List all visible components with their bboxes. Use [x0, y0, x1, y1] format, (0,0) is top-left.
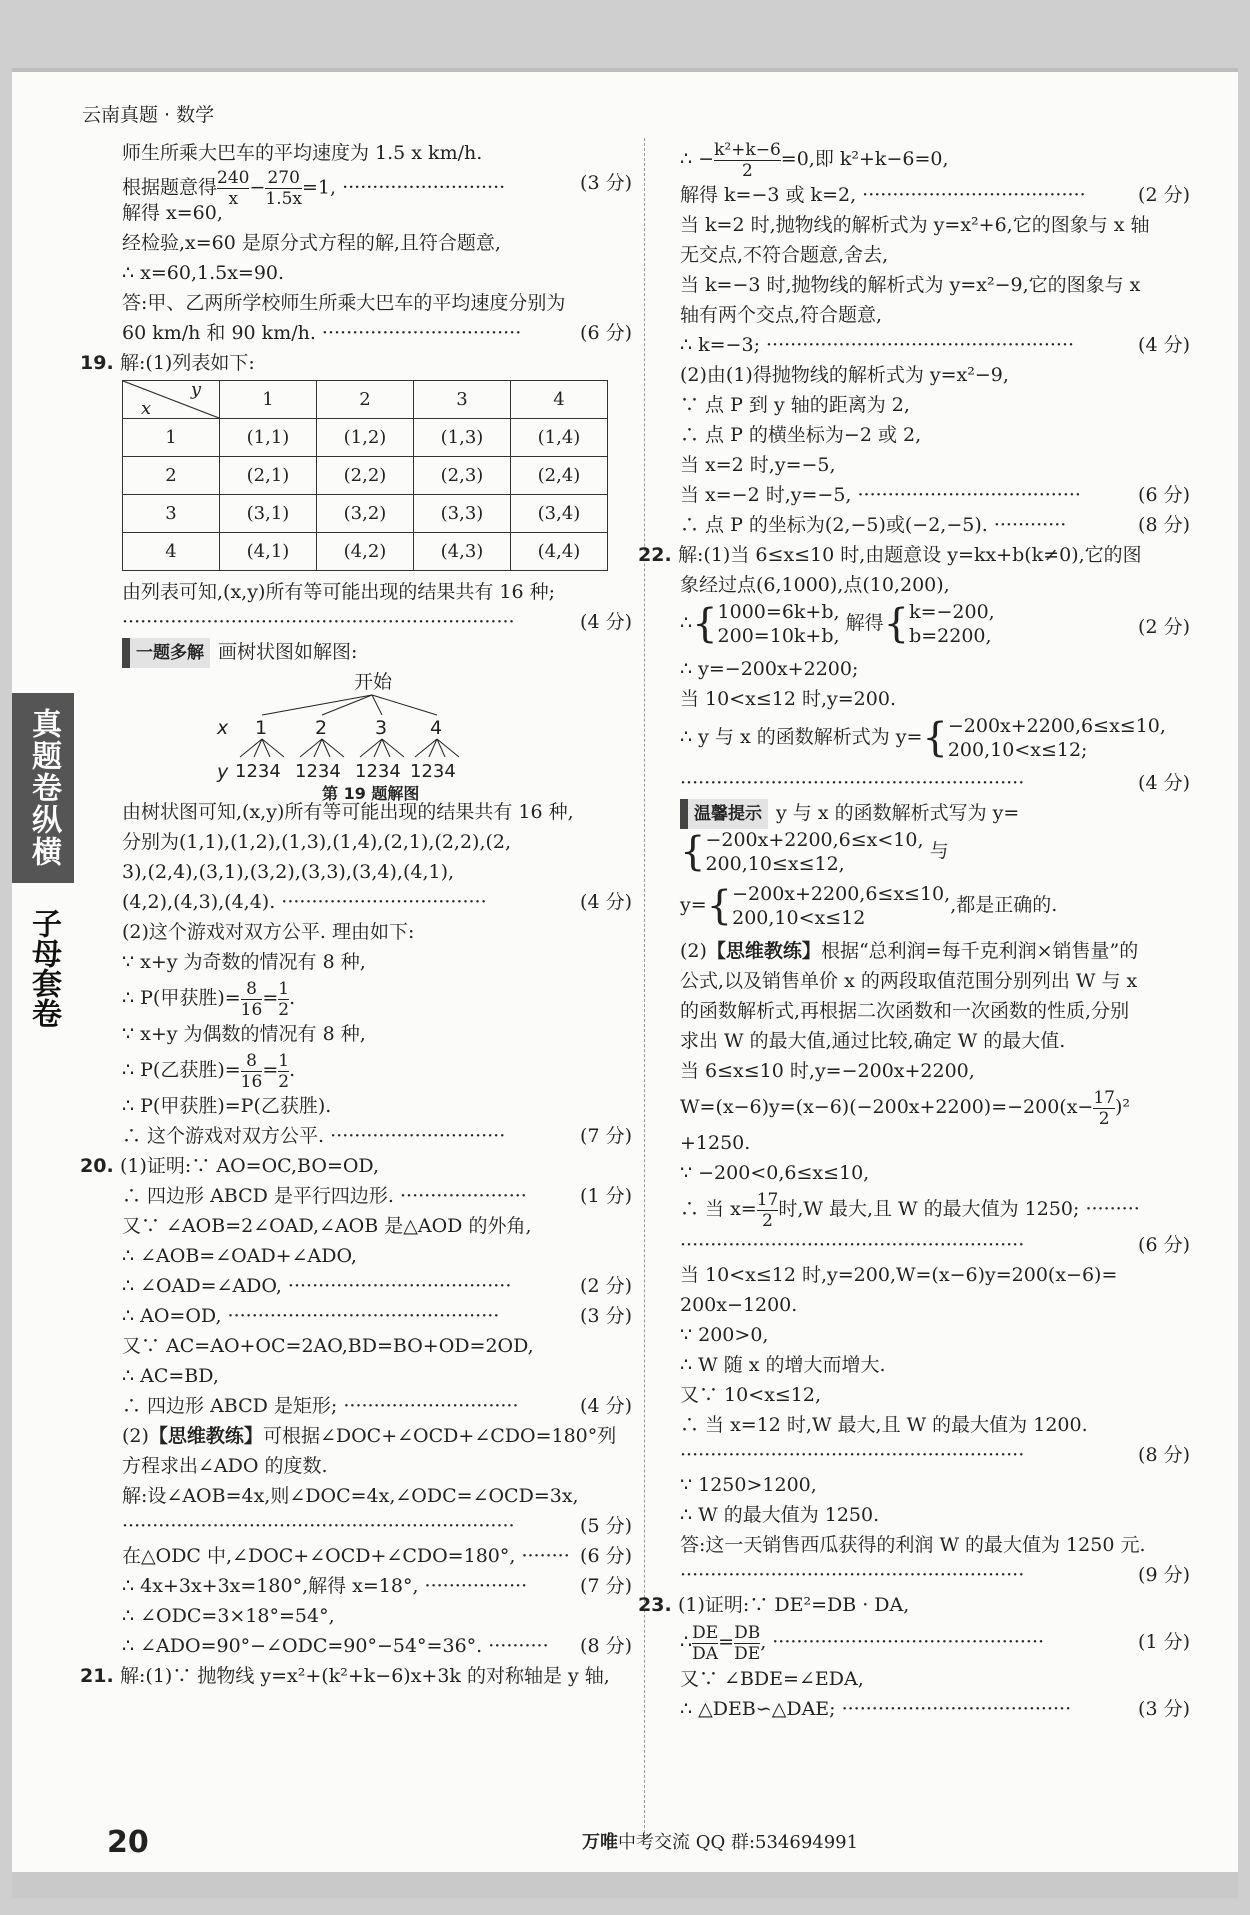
coach-tag: 【思维教练】: [706, 940, 821, 962]
text-line: ························································· (8 分): [680, 1440, 1190, 1470]
score: (8 分): [1138, 514, 1190, 536]
text-line: ∴ P(甲获胜)=P(乙获胜).: [122, 1095, 332, 1117]
score: (4 分): [1138, 772, 1190, 794]
diagonal-line: [123, 381, 219, 418]
text-line: 由树状图可知,(x,y)所有等可能出现的结果共有 16 种,: [122, 801, 574, 823]
tree-x-label: x: [217, 717, 229, 739]
outcome-table: [122, 380, 608, 571]
text-line: ∴ AO=OD, ············································· (3 分): [122, 1301, 632, 1331]
tip-line: 温馨提示 y 与 x 的函数解析式写为 y=: [680, 798, 1190, 828]
text-line: 当 k=2 时,抛物线的解析式为 y=x²+6,它的图象与 x 轴: [680, 214, 1150, 236]
table-row: 4 (4,1) (4,2) (4,3) (4,4): [123, 533, 608, 571]
tree-y-label: y: [217, 761, 229, 783]
text-line: ∵ x+y 为奇数的情况有 8 种,: [122, 951, 366, 973]
text-line: ∵ 点 P 到 y 轴的距离为 2,: [680, 394, 910, 416]
page: [12, 68, 1238, 1898]
text-line: ∴ k=−3; ··················································· (4 分): [680, 330, 1190, 360]
equation-line: ∴ P(甲获胜)= $\frac{8}{16}$ = $\frac{1}{2}$ .: [122, 978, 296, 1020]
equation-line: ∴ − $\frac{\text{k²+k−6}}{2}$ =0,即 k²+k−6=0,: [680, 139, 949, 181]
text-line: 又∵ AC=AO+OC=2AO,BD=BO+OD=2OD,: [122, 1335, 534, 1357]
page-number: 20: [107, 1825, 149, 1860]
score: (9 分): [1138, 1564, 1190, 1586]
piecewise-function: ∴ y 与 x 的函数解析式为 y={−200x+2200,6≤x≤10, 200,10<x≤12;: [680, 715, 1166, 761]
text-line: 师生所乘大巴车的平均速度为 1.5 x km/h.: [122, 142, 483, 164]
text-line: 求出 W 的最大值,通过比较,确定 W 的最大值.: [680, 1030, 1066, 1052]
alt-solution: 一题多解 画树状图如解图:: [122, 637, 632, 667]
coach-tag: 【思维教练】: [148, 1425, 263, 1447]
text-line: ∵ x+y 为偶数的情况有 8 种,: [122, 1023, 366, 1045]
tree-node: 1: [255, 717, 268, 739]
score: (4 分): [1138, 334, 1190, 356]
fraction: $\frac{240}{x}$: [217, 168, 250, 209]
text-line: 200x−1200.: [680, 1294, 798, 1316]
text-line: ································································· (4 分): [122, 607, 632, 637]
text-line: ∴ 四边形 ABCD 是矩形; ····························· (4 分): [122, 1391, 632, 1421]
top-bar: [12, 68, 1238, 72]
score: (3 分): [580, 172, 632, 194]
table-header: 1: [220, 381, 317, 419]
text-line: ∴ y=−200x+2200;: [680, 658, 859, 680]
score: (6 分): [1138, 484, 1190, 506]
y-label: y: [190, 379, 201, 400]
fraction: $\frac{270}{1.5x}$: [265, 168, 303, 209]
text-line: ································································· (5 分): [122, 1511, 632, 1541]
equation-system: ∴{1000=6k+b, 200=10k+b, 解得{k=−200, b=2200, (2 分): [680, 601, 1190, 647]
text: =1, ···························: [302, 176, 506, 199]
side-tab-series: 真题卷纵横: [12, 693, 74, 883]
tree-leaf: 1234: [410, 761, 456, 782]
text-line: ∴ x=60,1.5x=90.: [122, 262, 285, 284]
score: (8 分): [580, 1635, 632, 1657]
score: (4 分): [580, 611, 632, 633]
text-line: ∵ 200>0,: [680, 1324, 769, 1346]
text-line: (2)这个游戏对双方公平. 理由如下:: [122, 921, 415, 943]
tree-node: 4: [430, 717, 443, 739]
text-line: 方程求出∠ADO 的度数.: [122, 1455, 328, 1477]
question-22: 22. 解:(1)当 6≤x≤10 时,由题意设 y=kx+b(k≠0),它的图: [680, 540, 1190, 570]
text-line: 60 km/h 和 90 km/h. ································· (6 分): [122, 318, 632, 348]
score: (2 分): [1138, 184, 1190, 206]
table-corner: [123, 381, 220, 419]
page-header: 云南真题 · 数学: [82, 104, 215, 126]
footer: 万唯中考交流 QQ 群:534694991: [582, 1832, 859, 1853]
equation-line: ∴ P(乙获胜)= $\frac{8}{16}$ = $\frac{1}{2}$ .: [122, 1050, 296, 1092]
equation-line: ∴ $\frac{DE}{DA}$ = $\frac{DB}{DE}$ , ············································· (1 分): [680, 1620, 1190, 1664]
brand-logo: 万唯: [582, 1832, 618, 1853]
score: (1 分): [1138, 1631, 1190, 1653]
text-line: (2)【思维教练】可根据∠DOC+∠OCD+∠CDO=180°列: [122, 1425, 617, 1447]
equation-line: W=(x−6)y=(x−6)(−200x+2200)=−200(x− $\frac{17}{2}$ )²: [680, 1087, 1131, 1129]
text-line: ∴ 这个游戏对双方公平. ····························· (7 分): [122, 1121, 632, 1151]
question-number: 19.: [80, 352, 114, 374]
column-divider: [644, 138, 645, 1838]
piecewise-function: {−200x+2200,6≤x<10, 200,10≤x≤12, 与: [680, 829, 949, 875]
side-tab-set: 子母套卷: [26, 908, 61, 1028]
tag-label: 一题多解: [122, 638, 210, 668]
text-line: 当 x=2 时,y=−5,: [680, 454, 836, 476]
text-line: 当 x=−2 时,y=−5, ····································· (6 分): [680, 480, 1190, 510]
text-line: 解得 x=60,: [122, 202, 223, 224]
text-line: 答:甲、乙两所学校师生所乘大巴车的平均速度分别为: [122, 292, 566, 314]
text-line: ························································· (9 分): [680, 1560, 1190, 1590]
text-line: 经检验,x=60 是原分式方程的解,且符合题意,: [122, 232, 501, 254]
tree-leaf: 1234: [355, 761, 401, 782]
question-number: 21.: [80, 1665, 114, 1687]
text-line: 当 6≤x≤10 时,y=−200x+2200,: [680, 1060, 975, 1082]
question-number: 22.: [638, 544, 672, 566]
score: (3 分): [580, 1305, 632, 1327]
text-line: ························································· (4 分): [680, 768, 1190, 798]
question-23: 23. (1)证明:∵ DE²=DB · DA,: [680, 1590, 1190, 1620]
text-line: ∴ W 的最大值为 1250.: [680, 1504, 880, 1526]
tree-caption: 第 19 题解图: [322, 784, 420, 803]
text-line: 又∵ ∠BDE=∠EDA,: [680, 1668, 864, 1690]
tree-leaf: 1234: [295, 761, 341, 782]
text-line: ∴ 4x+3x+3x=180°,解得 x=18°, ················· (7 分): [122, 1571, 632, 1601]
right-column: [638, 138, 1190, 1724]
question-19: 19. 解:(1)列表如下:: [122, 348, 632, 378]
text-line: 解得 k=−3 或 k=2, ····································· (2 分): [680, 180, 1190, 210]
text-line: ∴ ∠OAD=∠ADO, ····································· (2 分): [122, 1271, 632, 1301]
left-column: [80, 138, 632, 1691]
score: (7 分): [580, 1125, 632, 1147]
score: (4 分): [580, 891, 632, 913]
text-line: (2)由(1)得抛物线的解析式为 y=x²−9,: [680, 364, 1009, 386]
table-row: 2 (2,1) (2,2) (2,3) (2,4): [123, 457, 608, 495]
score: (6 分): [580, 322, 632, 344]
text-line: 当 k=−3 时,抛物线的解析式为 y=x²−9,它的图象与 x: [680, 274, 1141, 296]
table-row: 1 (1,1) (1,2) (1,3) (1,4): [123, 419, 608, 457]
text-line: ∴ AC=BD,: [122, 1365, 219, 1387]
text-line: ∴ 当 x=12 时,W 最大,且 W 的最大值为 1200.: [680, 1414, 1088, 1436]
table-row: 3 (3,1) (3,2) (3,3) (3,4): [123, 495, 608, 533]
text-line: ∴ 点 P 的坐标为(2,−5)或(−2,−5). ············ (8 分): [680, 510, 1190, 540]
tree-node: 2: [315, 717, 328, 739]
score: (2 分): [580, 1275, 632, 1297]
question-20: 20. (1)证明:∵ AO=OC,BO=OD,: [122, 1151, 632, 1181]
question-number: 20.: [80, 1155, 114, 1177]
score: (1 分): [580, 1185, 632, 1207]
score: (6 分): [1138, 1234, 1190, 1256]
text-line: ∴ 点 P 的横坐标为−2 或 2,: [680, 424, 922, 446]
score: (7 分): [580, 1575, 632, 1597]
question-number: 23.: [638, 1594, 672, 1616]
text-line: (2)【思维教练】根据“总利润=每千克利润×销售量”的: [680, 940, 1139, 962]
tree-diagram: [122, 667, 632, 803]
text-line: 在△ODC 中,∠DOC+∠OCD+∠CDO=180°, ········ (6 分): [122, 1541, 632, 1571]
score: (6 分): [580, 1545, 632, 1567]
text-line: +1250.: [680, 1132, 751, 1154]
text-line: 的函数解析式,再根据二次函数和一次函数的性质,分别: [680, 1000, 1130, 1022]
text-line: 象经过点(6,1000),点(10,200),: [680, 574, 950, 596]
piecewise-function: y={−200x+2200,6≤x≤10, 200,10<x≤12,都是正确的.: [680, 883, 1058, 929]
text-line: 轴有两个交点,符合题意,: [680, 304, 883, 326]
score: (2 分): [1138, 616, 1190, 638]
text-line: ∴ ∠ODC=3×18°=54°,: [122, 1605, 335, 1627]
score: (4 分): [580, 1395, 632, 1417]
table-header: 4: [511, 381, 608, 419]
text-line: ∵ 1250>1200,: [680, 1474, 817, 1496]
text-line: ∵ −200<0,6≤x≤10,: [680, 1162, 870, 1184]
question-21: 21. 解:(1)∵ 抛物线 y=x²+(k²+k−6)x+3k 的对称轴是 y 轴,: [122, 1661, 632, 1691]
equation-line: ∴ 当 x= $\frac{17}{2}$ 时,W 最大,且 W 的最大值为 1250; ·········: [680, 1189, 1140, 1231]
x-label: x: [141, 398, 152, 419]
tree-leaf: 1234: [235, 761, 281, 782]
text-line: 又∵ 10<x≤12,: [680, 1384, 821, 1406]
text-line: 解:设∠AOB=4x,则∠DOC=4x,∠ODC=∠OCD=3x,: [122, 1485, 579, 1507]
text-line: ∴ W 随 x 的增大而增大.: [680, 1354, 886, 1376]
text-line: ························································· (6 分): [680, 1230, 1190, 1260]
tag-label: 温馨提示: [680, 799, 768, 829]
equation-line: 根据题意得 $\frac{240}{x}$ − $\frac{270}{1.5x}$ =1, ··························· (3 分): [122, 168, 632, 209]
tree-node: 3: [375, 717, 388, 739]
table-header: 3: [414, 381, 511, 419]
text-line: 当 10<x≤12 时,y=200,W=(x−6)y=200(x−6)=: [680, 1264, 1118, 1286]
text-line: 公式,以及销售单价 x 的两段取值范围分别列出 W 与 x: [680, 970, 1138, 992]
table-header: 2: [317, 381, 414, 419]
text-line: ∴ ∠AOB=∠OAD+∠ADO,: [122, 1245, 357, 1267]
score: (8 分): [1138, 1444, 1190, 1466]
text-line: 由列表可知,(x,y)所有等可能出现的结果共有 16 种;: [122, 581, 556, 603]
text-line: 3),(2,4),(3,1),(3,2),(3,3),(3,4),(4,1),: [122, 861, 455, 883]
text-line: 答:这一天销售西瓜获得的利润 W 的最大值为 1250 元.: [680, 1534, 1146, 1556]
tree-start: 开始: [354, 671, 393, 693]
text-line: 又∵ ∠AOB=2∠OAD,∠AOB 是△AOD 的外角,: [122, 1215, 532, 1237]
score: (3 分): [1138, 1698, 1190, 1720]
text-line: ∴ ∠ADO=90°−∠ODC=90°−54°=36°. ·········· (8 分): [122, 1631, 632, 1661]
text-line: (4,2),(4,3),(4,4). ·································· (4 分): [122, 887, 632, 917]
text-line: 当 10<x≤12 时,y=200.: [680, 688, 896, 710]
bottom-bar: [12, 1872, 1238, 1898]
text-line: 无交点,不符合题意,舍去,: [680, 244, 889, 266]
text-line: ∴ 四边形 ABCD 是平行四边形. ····················· (1 分): [122, 1181, 632, 1211]
text-line: 分别为(1,1),(1,2),(1,3),(1,4),(2,1),(2,2),(2,: [122, 831, 512, 853]
score: (5 分): [580, 1515, 632, 1537]
text-line: ∴ △DEB∽△DAE; ······································ (3 分): [680, 1694, 1190, 1724]
text: 根据题意得: [122, 176, 218, 199]
